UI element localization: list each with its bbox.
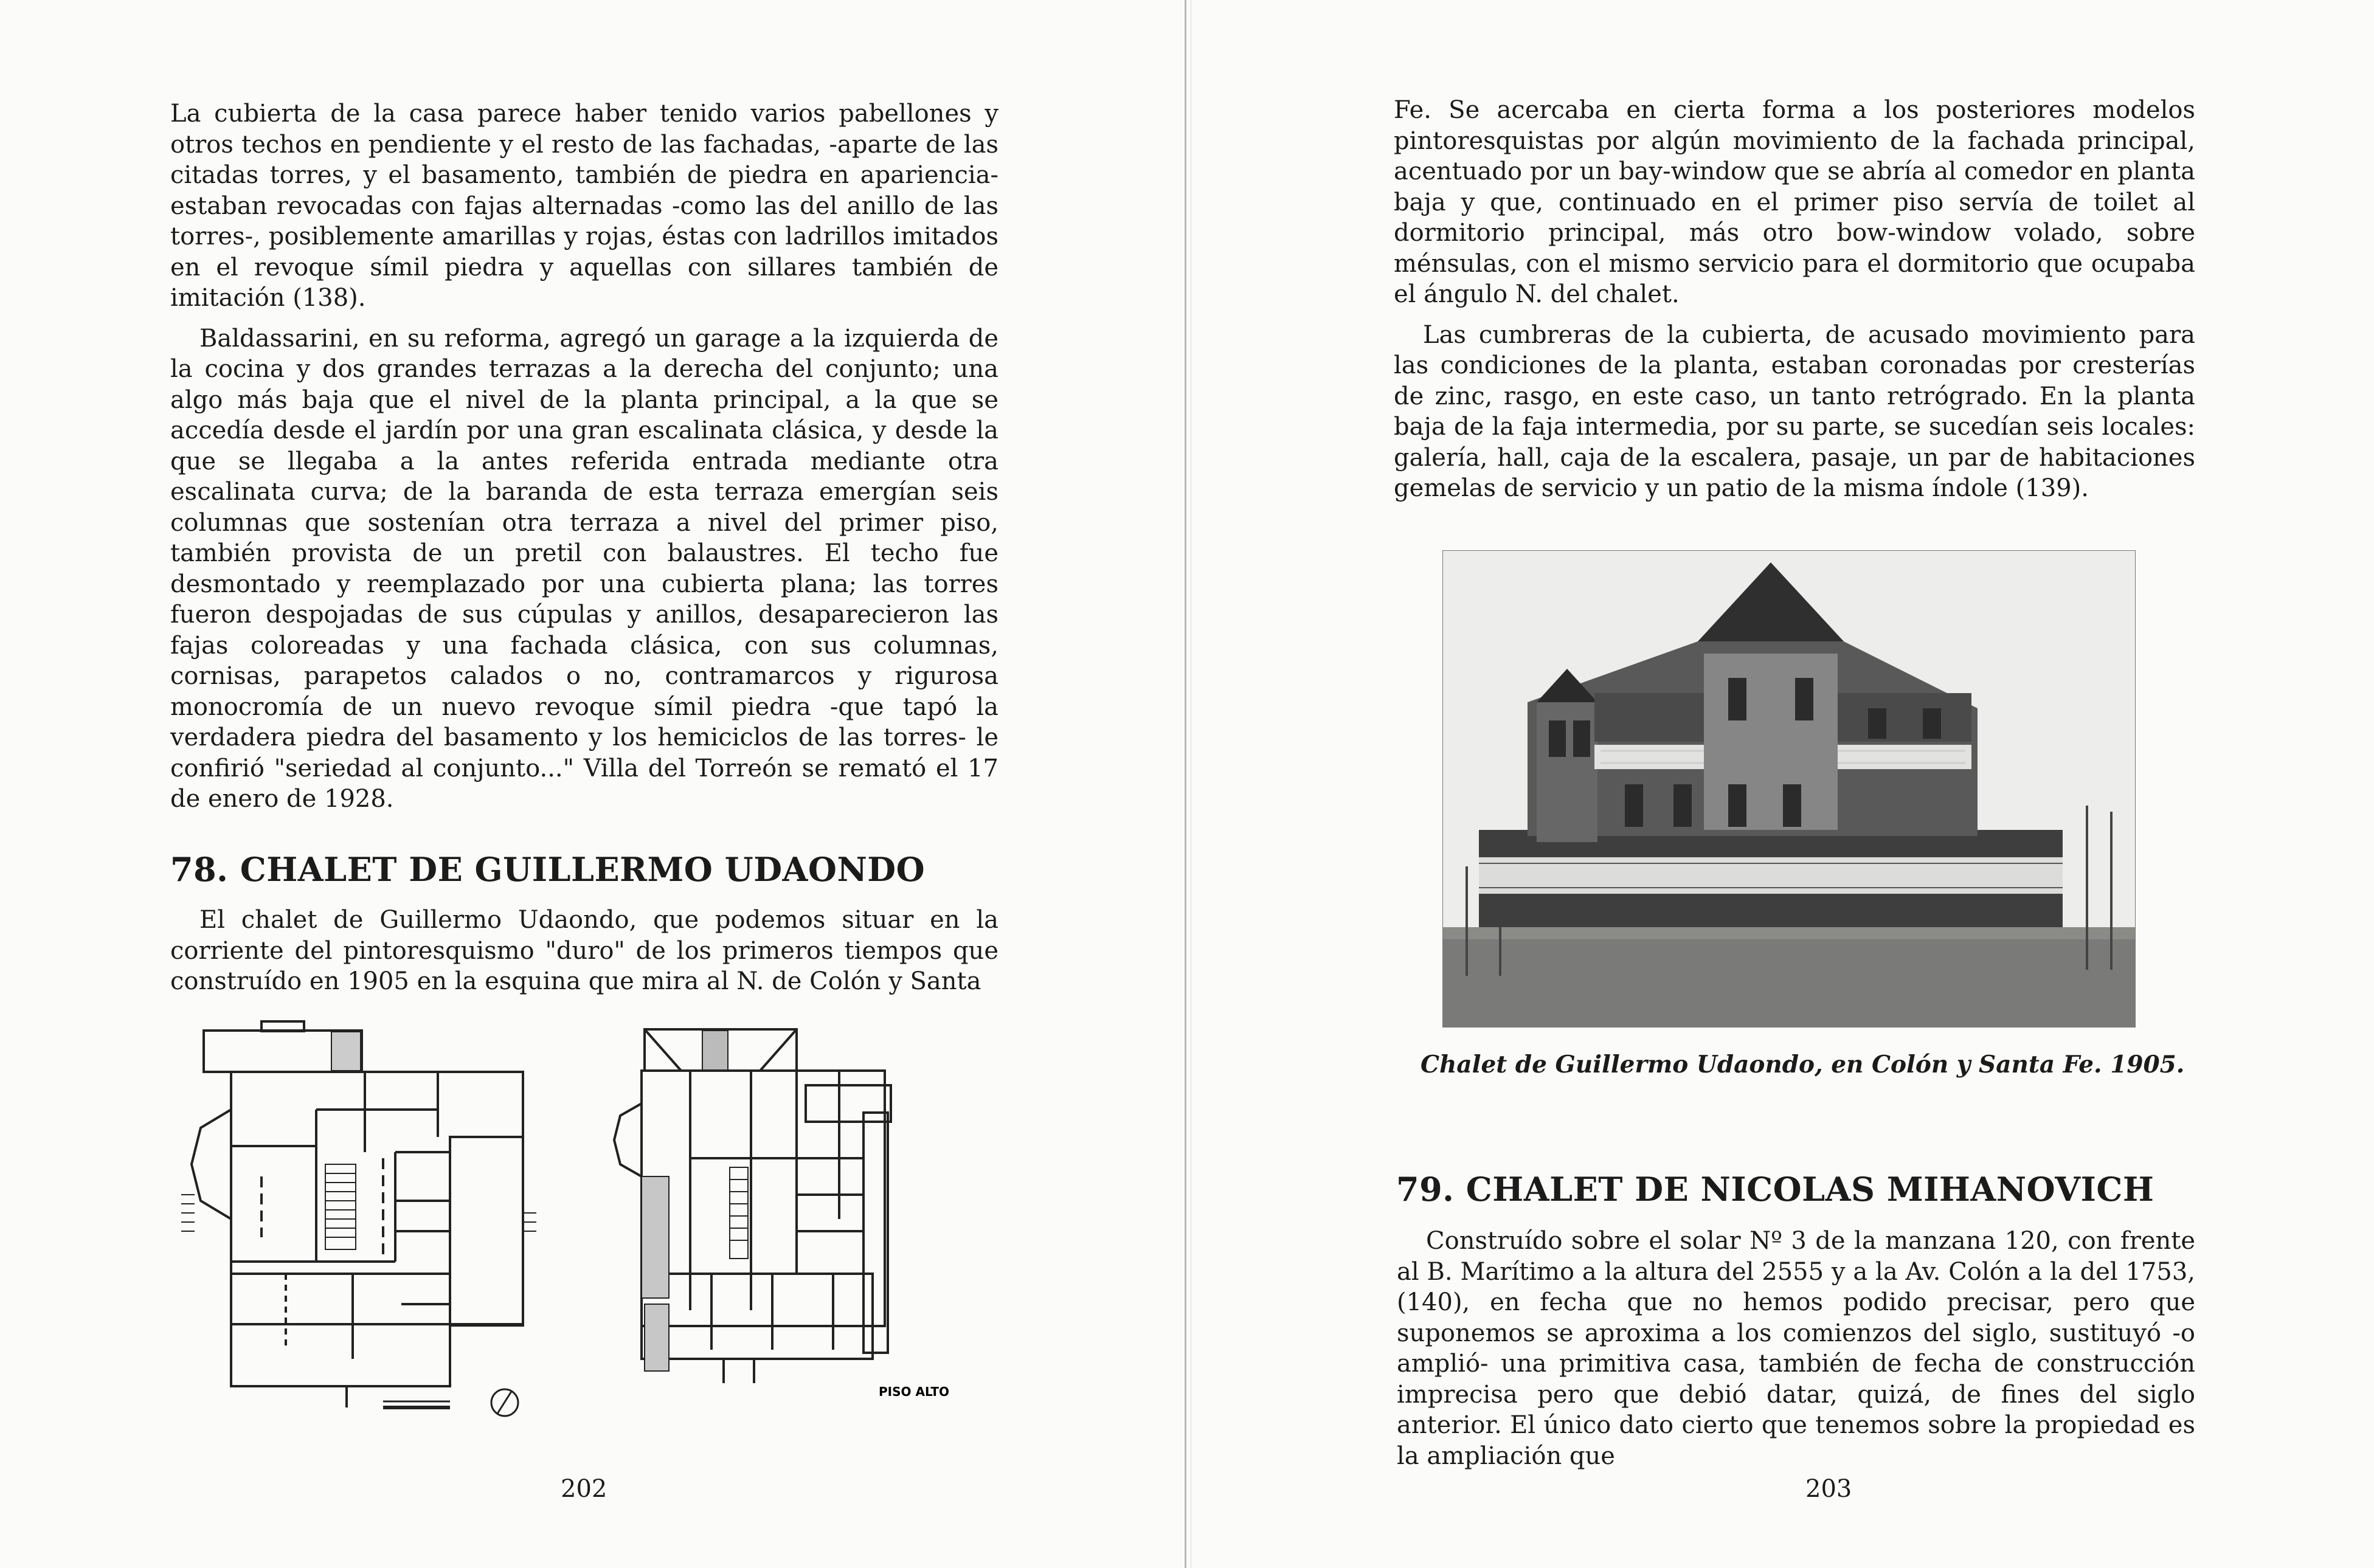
right-text-block-2	[1397, 1226, 2195, 1471]
right-text-block	[1394, 95, 2195, 504]
upper-floor-stair	[730, 1167, 748, 1259]
chalet-photograph	[1442, 550, 2136, 1027]
upper-floor-balcony	[645, 1304, 669, 1371]
right-paragraph-1: Fe. Se acercaba en cierta forma a los posteriores modelos pintoresquistas por algún movimiento de la fachada principal, acentuado por un bay-window que se abría al comedor en planta baja y que, continuado en el primer piso servía de toilet al dormitorio principal, más otro bow-window volado, sobre ménsulas, con el mismo servicio para el dormitorio que ocupaba el ángulo N. del chalet.	[1394, 96, 2195, 308]
scale-bar	[383, 1401, 450, 1407]
section-heading-78: 78. CHALET DE GUILLERMO UDAONDO	[170, 850, 926, 889]
left-paragraph-2: Baldassarini, en su reforma, agregó un garage a la izquierda de la cocina y dos grandes terrazas a la derecha del conjunto; una algo más baja que el nivel de la planta principal, a la que se accedía desde el jardín por una gran escalinata clásica, y desde la que se llegaba a la antes referida entrada mediante otra escalinata curva; de la baranda de esta terraza emergían seis columnas que sostenían otra terraza a nivel del primer piso, también provista de un pretil con balaustres. El techo fue desmontado y reemplazado por una cubierta plana; las torres fueron despojadas de sus cúpulas y anillos, desaparecieron las fajas coloreadas y una fachada clásica, con sus columnas, cornisas, parapetos calados o no, contramarcos y rigurosa monocromía de un nuevo revoque símil piedra -que tapó la verdadera piedra del basamento y los hemiciclos de las torres- le confirió "seriedad al conjunto..." Villa del Torreón se remató el 17 de enero de 1928.	[170, 324, 998, 813]
right-paragraph-2: Las cumbreras de la cubierta, de acusado movimiento para las condiciones de la planta, estaban coronadas por cresterías de zinc, rasgo, en este caso, un tanto retrógrado. En la planta baja de la faja intermedia, por su parte, se sucedían seis locales: galería, hall, caja de la escalera, pasaje, un par de habitaciones gemelas de servicio y un patio de la misma índole (139).	[1394, 320, 2195, 502]
right-paragraph-3: Construído sobre el solar Nº 3 de la manzana 120, con frente al B. Marítimo a la altura del 2555 y a la Av. Colón a la del 1753, (140), en fecha que no hemos podido precisar, pero que suponemos se aproxima a los comienzos del siglo, sustituyó -o amplió- una primitiva casa, también de fecha de construcción imprecisa pero que debió datar, quizá, de fines del siglo anterior. El único dato cierto que tenemos sobre la propiedad es la ampliación que	[1397, 1227, 2195, 1470]
left-paragraph-1: La cubierta de la casa parece haber tenido varios pabellones y otros techos en pendiente y el resto de las fachadas, -aparte de las citadas torres, y el basamento, también de piedra en apariencia- estaban revocadas con fajas alternadas -como las del anillo de las torres-, posiblemente amarillas y rojas, éstas con ladrillos imitados en el revoque símil piedra y aquellas con sillares también de imitación (138).	[170, 100, 998, 312]
right-page	[1187, 0, 2374, 1568]
page-number-right: 203	[1805, 1475, 1852, 1503]
left-paragraph-3: El chalet de Guillermo Udaondo, que podemos situar en la corriente del pintoresquismo "duro" de los primeros tiempos que construído en 1905 en la esquina que mira al N. de Colón y Santa	[170, 906, 998, 995]
photo-caption: Chalet de Guillermo Udaondo, en Colón y Santa Fe. 1905.	[1421, 1051, 2185, 1079]
section-heading-79: 79. CHALET DE NICOLAS MIHANOVICH	[1396, 1170, 2154, 1209]
page-number-left: 202	[561, 1475, 607, 1503]
plan-label-piso-alto: PISO ALTO	[879, 1384, 950, 1399]
ground-floor-stair	[325, 1164, 356, 1249]
left-text-block-2	[170, 905, 998, 997]
left-text-block	[170, 98, 998, 815]
ground-floor-plan	[192, 1021, 523, 1407]
upper-floor-terrace	[642, 1176, 669, 1298]
entrance-steps	[181, 1195, 536, 1231]
north-arrow-icon	[491, 1389, 518, 1416]
floor-plans-figure	[164, 1018, 979, 1432]
